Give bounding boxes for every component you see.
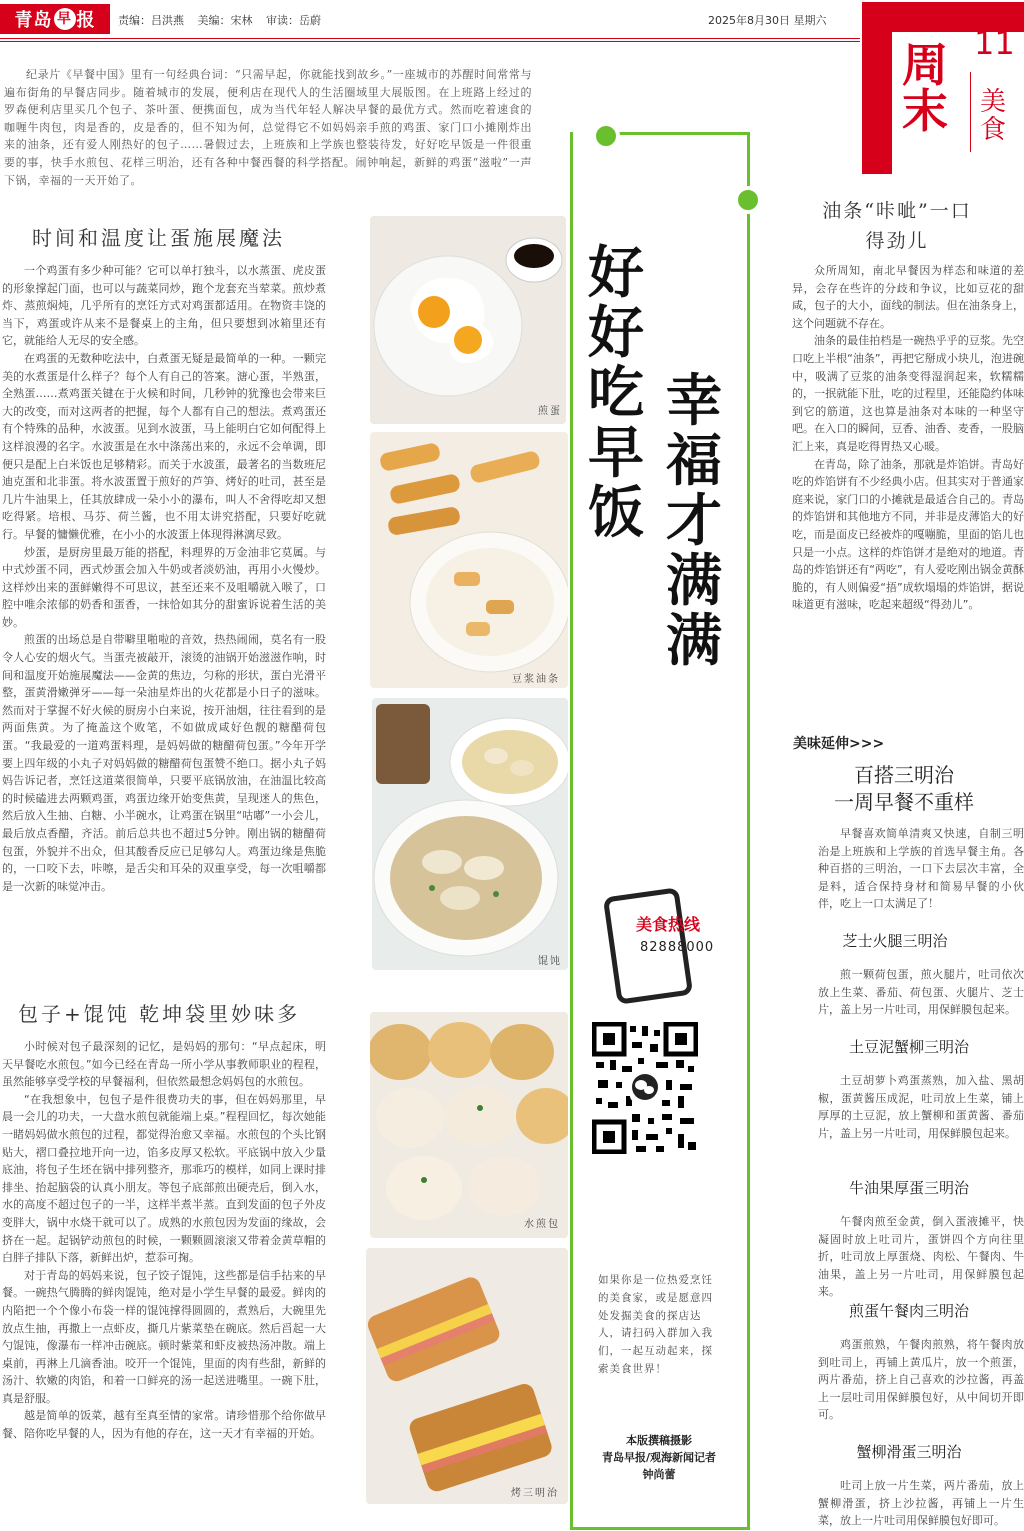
section-badge	[862, 2, 1024, 174]
section-heading: 百搭三明治 一周早餐不重样	[834, 763, 974, 814]
photo-caption: 豆浆油条	[512, 674, 560, 685]
feature-frame-top	[604, 132, 750, 135]
recipe-title: 蟹柳滑蛋三明治	[856, 1443, 962, 1461]
headline-part-1: 好好吃早饭	[588, 241, 644, 546]
photo-caption: 煎蛋	[538, 406, 562, 417]
photo-toasted-sandwich	[366, 1248, 568, 1504]
recipe-text: 鸡蛋煎熟，午餐肉煎熟，将午餐肉放到吐司上，再铺上黄瓜片，放一个煎蛋，两片番茄，挤上自己喜欢的沙拉酱，再盖上一层吐司用保鲜膜包好，从中间切开即可。	[818, 1338, 1024, 1422]
recipe-title: 芝士火腿三明治	[842, 932, 948, 950]
editor-credits: 责编：吕洪燕 美编：宋林 审读：岳蔚	[118, 14, 321, 27]
hotline-label: 美食热线	[636, 915, 701, 934]
article-body: 众所周知，南北早餐因为样态和味道的差异，会存在些许的分歧和争议，比如豆花的甜咸，包子的大小，面线的制法。但在油条身上，这个问题就不存在。 油条的最佳拍档是一碗热乎乎的豆浆。先空口吃上半根“油条”，再把它掰成小块儿，泡进碗中，吸满了豆浆的油条变得湿润起来，软糯糯的，一抿就能下肚，吃的过程里，还能隐约体味到它的筋道，这也算是油条对本味的一种坚守吧。在入口的瞬间，豆香、油香、麦香，一股脑汇上来，真是吃得胃热又心暖。 在青岛，除了油条，那就是炸馅饼。青岛好吃的炸馅饼有不少经典小店。但其实对于普通家庭来说，家门口的小摊就是最适合自己的。青岛的炸馅饼和其他地方不同，并非是皮薄馅大的好吃，而是面皮已经被炸的嘎嘣脆，里面的馅儿也只是一小点。这样的炸馅饼才是绝对的地道。青岛的炸馅饼还有“两吃”，有人爱吃刚出锅金黄酥脆的，有人则偏爱“捂”成软塌塌的炸馅饼，据说味道更有滋味，吃起来超级“得劲儿”。	[792, 264, 1024, 612]
recipe-text: 土豆胡萝卜鸡蛋蒸熟，加入盐、黑胡椒，蛋黄酱压成泥，吐司放上生菜，铺上厚厚的土豆泥，放上蟹柳和蛋黄酱、番茄片，盖上另一片吐司，用保鲜膜包起来。	[818, 1074, 1024, 1140]
article-body: 小时候对包子最深刻的记忆，是妈妈的那句：“早点起床，明天早餐吃水煎包。”如今已经在青岛一所小学从事教师职业的程程，虽然能够享受学校的早餐福利，但依然最想念妈妈包的水煎包。 “在我想象中，包包子是件很费功夫的事，但在妈妈那里，早晨一会儿的功夫，一大盘水煎包就能端上桌。”程程回忆，每次她能一睹妈妈做水煎包的过程，都觉得治愈又幸福。水煎包的个头比钢贴大，褶口叠拉地开向一边，馅多皮厚又松软。平底锅中放入少量底油，将包子生坯在锅中排列整齐，那乖巧的模样，如同上课时排排坐、抬起脑袋的认真小朋友。等包子底部煎出硬壳后，倒入水，水的高度不超过包子的一半，这样半煮半蒸。直到发面的包子外皮变胖大，锅中水烧干就可以了。成熟的水煎包因为发面的缘故，会挤在一起。起锅铲动煎包的时候，一颗颗圆滚滚又带着金黄草帽的白胖子排队下落，新鲜出炉，惹忝可掬。 对于青岛的妈妈来说，包子饺子馄饨，这些都是信手拈来的早餐。一碗热气腾腾的鲜肉馄饨，绝对是小学生早餐的最爱。鲜肉的内陷把一个个像小布袋一样的馄饨撑得圆圆的，煮熟后，大碗里先放点生抽，再撒上一点虾皮，撕几片紫菜垫在碗底。然后舀起一大勺馄饨，像瀑布一样冲击碗底。顿时紫菜和虾皮被热汤冲散。端上桌前，再淋上几滴香油。咬开一个馄饨，里面的肉有些甜，新鲜的汤汁、软嫩的肉馅，和着一口鲜亮的汤一起送进嘴里。一碗下肚，真是舒服。 越是简单的饭菜，越有至真至情的家常。请珍惜那个给你做早餐、陪你吃早餐的人，因为有他的存在，这一天才有幸福的开始。	[2, 1040, 326, 1441]
section-heading: 时间和温度让蛋施展魔法	[32, 226, 285, 250]
recipe-title: 土豆泥蟹柳三明治	[848, 1038, 969, 1056]
extend-label: 美味延伸>>>	[793, 736, 885, 752]
page-number: 11	[974, 24, 1015, 62]
recipe-text: 吐司上放一片生菜，两片番茄，放上蟹柳滑蛋，挤上沙拉酱，再铺上一片生菜，放上一片吐司用保鲜膜包好即可。	[818, 1479, 1024, 1528]
headline-part-2: 幸福才满满	[666, 369, 722, 674]
decorative-dot	[592, 122, 620, 150]
recipe-title: 牛油果厚蛋三明治	[848, 1179, 969, 1197]
section-name: 周末	[902, 38, 948, 138]
photo-caption: 水煎包	[524, 1219, 560, 1230]
article-body: 一个鸡蛋有多少种可能？它可以单打独斗，以水蒸蛋、虎皮蛋的形象撑起门面，也可以与蔬菜同炒，跑个龙套充当荤菜。煎炒煮炸、蒸煎焖炖，几乎所有的烹饪方式对鸡蛋都适用。在物资丰饶的当下，鸡蛋或许从来不是餐桌上的主角，但只要想到冰箱里还有它，就能给人无尽的安全感。 在鸡蛋的无数种吃法中，白煮蛋无疑是最简单的一种。一颗完美的水煮蛋是什么样子？每个人有自己的答案。溏心蛋，半熟蛋，全熟蛋……煮鸡蛋关键在于火候和时间，几秒钟的犹豫也会带来巨大的改变，而对这两者的把握，每个人都有自己的想法。煮鸡蛋还有个特殊的品种，水波蛋。见到水波蛋，马上能明白它如何配得上这样浪漫的名字。水波蛋是在水中涤荡出来的，永远不会单调，即便只是配上白米饭也足够精彩。而关于水波蛋，最著名的当数班尼迪克蛋和北非蛋。将水波蛋置于煎好的芦笋、烤好的吐司，甚至是几片牛油果上，任其放肆成一朵小小的瀑布，叫人不舍得吃却又想吃得紧。培根、马芬、荷兰酱，也不用太讲究搭配，只要好吃就行。早餐的慵懒优雅，在小小的水波蛋上体现得淋漓尽致。 炒蛋，是厨房里最万能的搭配，料理界的万金油非它莫属。与中式炒蛋不同，西式炒蛋会加入牛奶或者淡奶油，再用小火慢炒。这样炒出来的蛋鲜嫩得不可思议，甚至还来不及咀嚼就入喉了，口腔中唯余浓郁的奶香和蛋香，一抹恰如其分的甜蜜诉说着生活的美妙。 煎蛋的出场总是自带噼里啪啦的音效，热热闹闹，莫名有一股令人心安的烟火气。当蛋壳被敲开，滚烫的油锅开始滋滋作响，时间和温度开始施展魔法——金黄的焦边，匀称的形状，蛋白光滑平整，蛋黄滑嫩弹牙——每一朵油星炸出的火花都是小日子的滋味。然而对于掌握不好火候的厨房小白来说，按开油烟，往往看到的是两面焦黄。为了掩盖这个败笔，不如做成咸好色靓的糖醋荷包蛋。“我最爱的一道鸡蛋料理，是妈妈做的糖醋荷包蛋。”今年开学要上四年级的小丸子对妈妈做的糖醋荷包蛋赞不绝口。据小丸子妈妈告诉记者，烹饪这道菜很简单，只要平底锅放油，在油温比较高的时候磕进去两颗鸡蛋，鸡蛋边缘开始变焦黄，呈现迷人的焦色，然后放入生抽、白糖、小半碗水，让鸡蛋在锅里“咕嘟”一小会儿，最后放点香醋，齐活。前后总共也不超过5分钟。刚出锅的糖醋荷包蛋，外貌并不出众，但其酸香反应已足够勾人。鸡蛋边缘是焦脆的，一口咬下去，咔嚓，是舌尖和耳朵的双重享受，每一次咀嚼都是一次新的味觉冲击。	[2, 264, 326, 893]
recipe-text: 午餐肉煎至金黄，倒入蛋液摊平，快凝固时放上吐司片，蛋饼四个方向往里折，吐司放上厚蛋烧、肉松、午餐肉、牛油果，盖上另一片吐司，用保鲜膜包起来。	[818, 1215, 1024, 1299]
recipe-title: 煎蛋午餐肉三明治	[848, 1302, 969, 1320]
publication-date: 2025年8月30日 星期六	[708, 14, 827, 27]
section-heading: 包子+馄饨 乾坤袋里妙味多	[18, 1002, 301, 1026]
recipe-text: 煎一颗荷包蛋，煎火腿片，吐司依次放上生菜、番茄、荷包蛋、火腿片、芝士片，盖上另一片吐司，用保鲜膜包起来。	[818, 968, 1024, 1017]
qr-code	[592, 1022, 698, 1154]
header-divider	[0, 41, 860, 42]
byline: 本版撰稿摄影 青岛早报/观海新闻记者 钟尚蕾	[601, 1434, 717, 1481]
photo-wonton	[372, 698, 568, 970]
photo-soymilk-youtiao	[370, 432, 568, 688]
invitation-text: 如果你是一位热爱烹饪的美食家，或是愿意四处发掘美食的探店达人，请扫码入群加入我们，一起互动起来，探索美食世界！	[598, 1274, 713, 1375]
section-heading: 油条“咔呲”一口 得劲儿	[822, 200, 972, 252]
section-subname: 美食	[980, 87, 1007, 145]
photo-fried-egg	[370, 216, 566, 424]
newspaper-logo: 青岛 早 报	[0, 4, 110, 34]
photo-shuijianbao	[370, 1012, 568, 1238]
decorative-dot	[734, 186, 762, 214]
hotline-number: 82888000	[640, 940, 715, 955]
intro-paragraph: 纪录片《早餐中国》里有一句经典台词：“只需早起，你就能找到故乡。”一座城市的苏醒时间常常与遍布街角的早餐店同步。随着城市的发展，便利店在现代人的生活圈域里大展版图。在上班路上经过的罗森便利店里买几个包子、茶叶蛋、便携面包，成为当代年轻人解决早餐的最优方式。然而吃着速食的咖喱牛肉包，肉是香的，皮是香的，但不知为何，总觉得它不如妈妈亲手煎的鸡蛋、家门口小摊刚炸出来的油条，还有爱人刚热好的包子……暑假过去，上班族和上学族也整装待发，好好吃早饭是一件很重要的事，快手水煎包、花样三明治，还有各种中餐西餐的科学搭配。闹钟响起，新鲜的鸡蛋“滋啦”一声下锅，幸福的一天开始了。	[4, 68, 532, 187]
article-body: 早餐喜欢简单清爽又快速，自制三明治是上班族和上学族的首选早餐主角。各种百搭的三明治，一口下去层次丰富，全是料，适合保持身材和简易早餐的小伙伴，吃上一口太满足了！	[818, 827, 1024, 911]
photo-caption: 馄饨	[538, 956, 562, 967]
header-divider	[0, 38, 860, 39]
photo-caption: 烤三明治	[511, 1488, 559, 1499]
